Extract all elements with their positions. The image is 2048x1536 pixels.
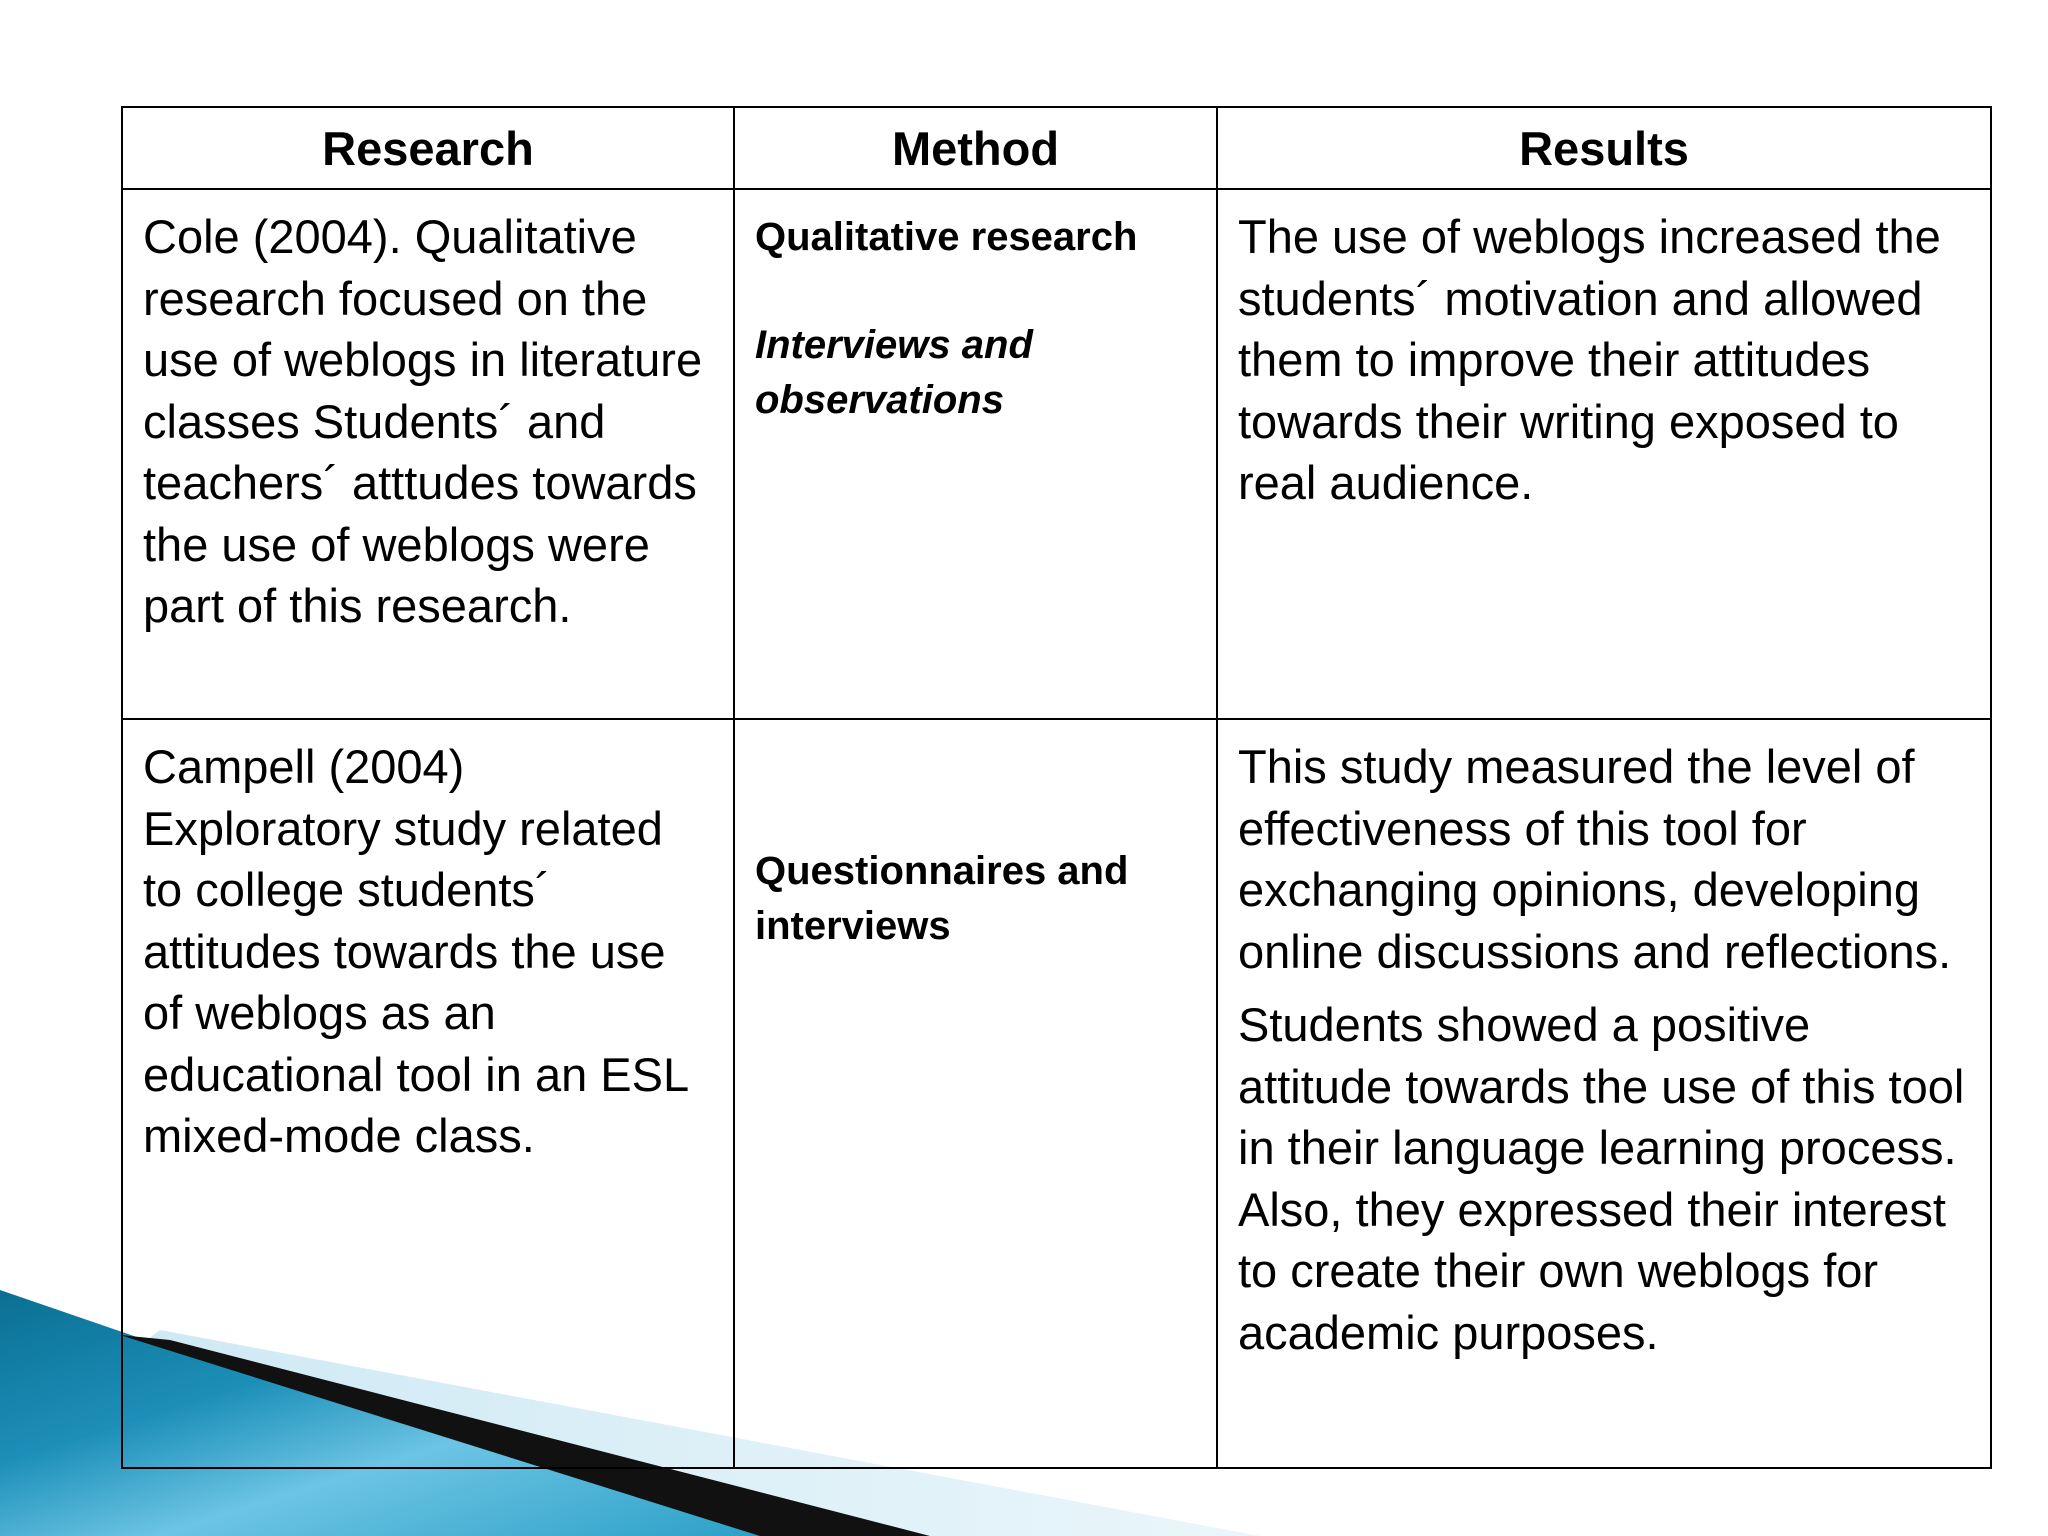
research-cell: Cole (2004). Qualitative research focused on the use of weblogs in literature classes Students´ and teachers´ atttudes towards the use of weblogs were part of this research. xyxy=(122,189,734,719)
method-primary: Qualitative research xyxy=(755,215,1138,259)
method-cell xyxy=(734,719,1217,1468)
results-cell xyxy=(1217,189,1991,719)
results-paragraph: This study measured the level of effectiveness of this tool for exchanging opinions, developing online discussions and reflections. xyxy=(1238,740,1952,978)
research-table xyxy=(121,106,1992,1469)
method-cell xyxy=(734,189,1217,719)
method-secondary: Interviews and observations xyxy=(755,323,1033,422)
table-row xyxy=(122,189,1991,719)
header-research: Research xyxy=(122,107,734,189)
results-cell xyxy=(1217,719,1991,1468)
method-primary: Questionnaires and interviews xyxy=(755,849,1129,948)
header-results: Results xyxy=(1217,107,1991,189)
table-header-row xyxy=(122,107,1991,189)
table-row xyxy=(122,719,1991,1468)
research-cell: Campell (2004) Exploratory study related to college students´ attitudes towards the use of weblogs as an educational tool in an ESL mixed-mode class. xyxy=(122,719,734,1468)
header-method: Method xyxy=(734,107,1217,189)
results-paragraph: Students showed a positive attitude towards the use of this tool in their language learning process. Also, they expressed their interest to create their own weblogs for academic purposes. xyxy=(1238,998,1965,1359)
results-paragraph: The use of weblogs increased the students´ motivation and allowed them to improve their attitudes towards their writing exposed to real audience. xyxy=(1238,210,1941,509)
